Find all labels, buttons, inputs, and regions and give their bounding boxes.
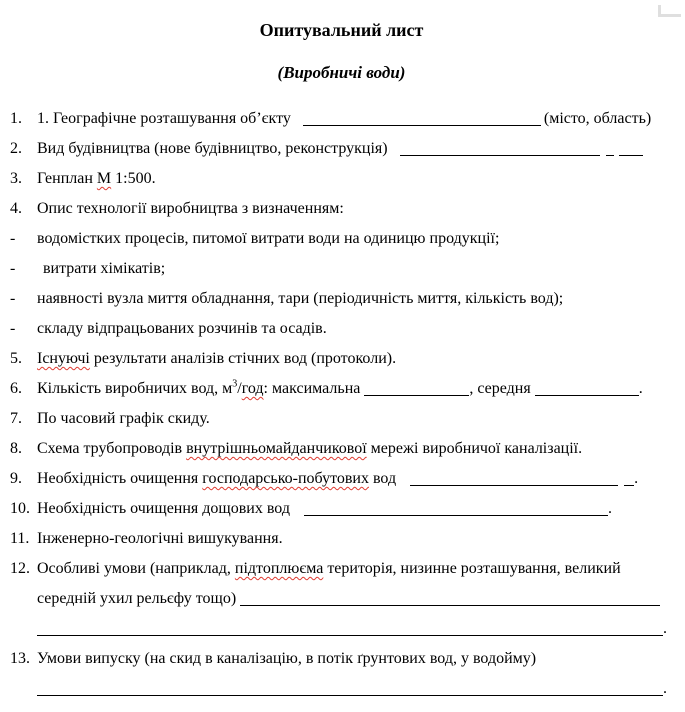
list-marker: - bbox=[10, 290, 16, 307]
list-marker: 4. bbox=[10, 200, 22, 217]
line-text: : максимальна bbox=[263, 380, 365, 397]
misspelled-word: Існуючі bbox=[37, 350, 90, 367]
form-line-19 bbox=[10, 644, 673, 674]
spacer bbox=[291, 122, 303, 123]
form-line-8 bbox=[10, 314, 673, 344]
list-marker: 2. bbox=[10, 140, 22, 157]
line-text: Вид будівництва (нове будівництво, реконструкція) bbox=[37, 140, 388, 157]
line-text: (місто, область) bbox=[543, 110, 652, 127]
blank-field[interactable] bbox=[303, 114, 541, 126]
list-marker: 7. bbox=[10, 410, 22, 427]
line-text: Необхідність очищення дощових вод bbox=[37, 500, 290, 517]
blank-field[interactable] bbox=[364, 384, 469, 396]
line-text: , середня bbox=[469, 380, 535, 397]
list-marker: 13. bbox=[10, 650, 30, 667]
line-text: 1:500. bbox=[111, 170, 156, 187]
form-line-3 bbox=[10, 164, 673, 194]
line-content bbox=[37, 434, 673, 464]
line-text: вод bbox=[368, 470, 397, 487]
blank-field[interactable] bbox=[606, 144, 614, 156]
list-marker: 11. bbox=[10, 530, 30, 547]
form-line-7 bbox=[10, 284, 673, 314]
form-line-4 bbox=[10, 194, 673, 224]
line-text: 1. Географічне розташування об’єкту bbox=[37, 110, 291, 127]
line-text: наявності вузла миття обладнання, тари (періодичність миття, кількість вод); bbox=[37, 290, 564, 307]
line-content bbox=[37, 374, 673, 404]
line-content bbox=[37, 464, 673, 494]
line-text: складу відпрацьованих розчинів та осадів. bbox=[37, 320, 327, 337]
form-line-17 bbox=[10, 584, 673, 614]
line-content bbox=[37, 584, 673, 614]
line-text: . bbox=[663, 620, 667, 637]
list-marker: - bbox=[10, 260, 16, 277]
line-content bbox=[37, 344, 673, 374]
line-content bbox=[37, 254, 673, 284]
line-text: . bbox=[663, 680, 667, 697]
blank-field[interactable] bbox=[535, 384, 639, 396]
blank-field[interactable] bbox=[37, 624, 663, 636]
line-text: результати аналізів стічних вод (протоколи). bbox=[89, 350, 397, 367]
list-marker: 10. bbox=[10, 500, 30, 517]
line-content bbox=[37, 284, 673, 314]
list-marker: 9. bbox=[10, 470, 22, 487]
line-content bbox=[37, 104, 673, 134]
list-marker: 8. bbox=[10, 440, 22, 457]
blank-field[interactable] bbox=[619, 144, 643, 156]
blank-field[interactable] bbox=[240, 594, 660, 606]
form-line-5 bbox=[10, 224, 673, 254]
form-list bbox=[10, 104, 673, 704]
list-marker: - bbox=[10, 320, 16, 337]
form-line-18 bbox=[10, 614, 673, 644]
list-marker: 5. bbox=[10, 350, 22, 367]
line-text: Генплан bbox=[37, 170, 97, 187]
spacer bbox=[388, 152, 400, 153]
form-line-16 bbox=[10, 554, 673, 584]
list-marker: 12. bbox=[10, 560, 30, 577]
line-text: витрати хімікатів; bbox=[43, 260, 166, 277]
line-text: водомістких процесів, питомої витрати води на одиницю продукції; bbox=[37, 230, 500, 247]
line-text: По часовий графік скиду. bbox=[37, 410, 210, 427]
line-text: Умови випуску (на скид в каналізацію, в потік ґрунтових вод, у водойму) bbox=[37, 650, 537, 667]
line-text: . bbox=[638, 380, 643, 397]
form-line-15 bbox=[10, 524, 673, 554]
document-title: Опитувальний лист bbox=[259, 20, 424, 40]
line-content bbox=[37, 494, 673, 524]
line-content bbox=[37, 644, 673, 674]
form-line-1 bbox=[10, 104, 673, 134]
misspelled-word: підтоплюєма bbox=[234, 560, 324, 577]
line-text: територія, низинне розташування, великий bbox=[323, 560, 621, 577]
line-text: середній ухил рельєфу тощо) bbox=[37, 590, 237, 607]
form-line-9 bbox=[10, 344, 673, 374]
blank-field[interactable] bbox=[624, 474, 634, 486]
form-line-10 bbox=[10, 374, 673, 404]
form-line-11 bbox=[10, 404, 673, 434]
list-marker: 1. bbox=[10, 110, 22, 127]
superscript-text: 3 bbox=[232, 378, 238, 390]
blank-field[interactable] bbox=[410, 474, 618, 486]
line-content bbox=[37, 164, 673, 194]
line-content bbox=[37, 614, 673, 644]
blank-field[interactable] bbox=[37, 684, 663, 696]
line-text: . bbox=[634, 470, 639, 487]
line-content bbox=[37, 224, 673, 254]
list-marker: - bbox=[10, 230, 16, 247]
line-text: Інженерно-геологічні вишукування. bbox=[37, 530, 283, 547]
line-text: Кількість виробничих вод, м bbox=[37, 380, 233, 397]
form-line-6 bbox=[10, 254, 673, 284]
list-marker: 6. bbox=[10, 380, 22, 397]
form-line-2 bbox=[10, 134, 673, 164]
misspelled-word: М bbox=[96, 170, 112, 187]
line-content bbox=[37, 674, 673, 704]
misspelled-word: господарсько-побутових bbox=[202, 470, 369, 487]
page-corner-mark bbox=[658, 5, 681, 17]
list-marker: 3. bbox=[10, 170, 22, 187]
line-content bbox=[37, 134, 673, 164]
line-content bbox=[37, 194, 673, 224]
form-line-20 bbox=[10, 674, 673, 704]
blank-field[interactable] bbox=[400, 144, 600, 156]
line-text: . bbox=[607, 500, 612, 517]
line-content bbox=[37, 314, 673, 344]
line-content bbox=[37, 404, 673, 434]
form-line-14 bbox=[10, 494, 673, 524]
line-text: Опис технології виробництва з визначенням: bbox=[37, 200, 344, 217]
blank-field[interactable] bbox=[304, 504, 542, 516]
line-text: мережі виробничої каналізації. bbox=[366, 440, 583, 457]
line-text: / bbox=[237, 380, 242, 397]
spacer bbox=[396, 482, 410, 483]
misspelled-word: год bbox=[241, 380, 264, 397]
document-subtitle: (Виробничі води) bbox=[277, 63, 406, 82]
line-text: Необхідність очищення bbox=[37, 470, 203, 487]
line-content bbox=[37, 524, 673, 554]
misspelled-word: внутрішньомайданчикової bbox=[186, 440, 367, 457]
spacer bbox=[290, 512, 304, 513]
line-text: Схема трубопроводів bbox=[37, 440, 187, 457]
form-line-13 bbox=[10, 464, 673, 494]
line-text: Особливі умови (наприклад, bbox=[37, 560, 235, 577]
line-content bbox=[37, 554, 673, 584]
form-line-12 bbox=[10, 434, 673, 464]
blank-field[interactable] bbox=[542, 504, 608, 516]
